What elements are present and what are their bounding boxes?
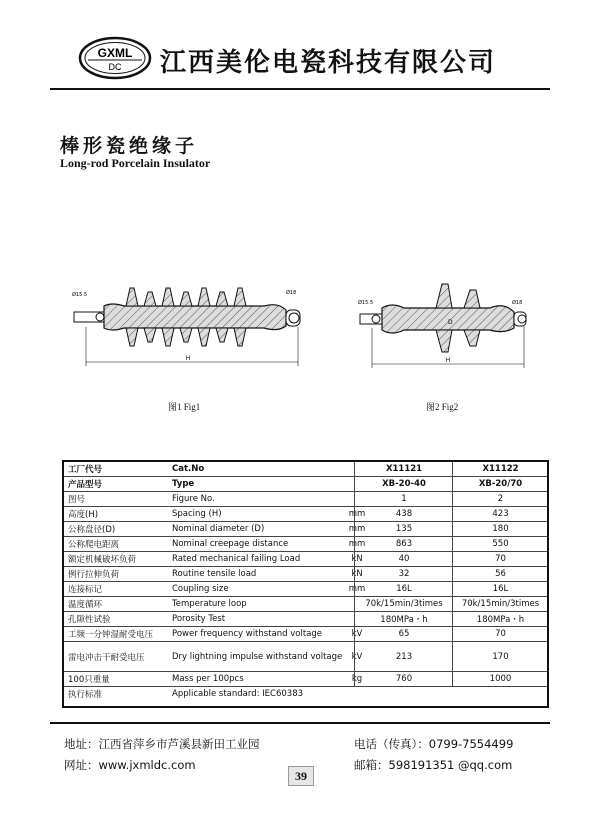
cell-label-cn: 工厂代号 (68, 465, 103, 475)
cell-value-x11121: 70k/15min/3times (354, 597, 453, 611)
fig1-left-diameter: Ø15.5 (72, 292, 88, 298)
cell-value-x11121: 760 (354, 672, 453, 686)
table-row (64, 477, 547, 492)
cell-value-x11122: 70 (452, 552, 548, 566)
cell-label-cn: 连接标记 (68, 585, 103, 595)
footer-address: 地址：江西省萍乡市芦溪县新田工业园 (64, 737, 260, 751)
cell-value-x11121: 438 (354, 507, 453, 521)
cell-label-en: Porosity Test (172, 614, 226, 624)
figure-2-drawing (352, 282, 542, 378)
fig2-right-diameter: Ø18 (512, 300, 523, 306)
table-row (64, 507, 547, 522)
table-row (64, 612, 547, 627)
cell-value-x11121: 16L (354, 582, 453, 596)
cell-value-x11122: X11122 (452, 462, 548, 476)
cell-value-x11122: 16L (452, 582, 548, 596)
figure-2-caption: 图2 Fig2 (426, 402, 459, 412)
product-title-cn: 棒形瓷绝缘子 (60, 135, 199, 157)
fig2-d-label: D (448, 319, 453, 326)
cell-unit: mm (348, 584, 366, 594)
cell-value-x11121: 32 (354, 567, 453, 581)
cell-value-x11122: 180 (452, 522, 548, 536)
logo-text-top: GXML (97, 46, 133, 60)
cell-label-en: Temperature loop (172, 599, 247, 609)
cell-unit: mm (348, 509, 366, 519)
table-row (64, 687, 547, 700)
cell-value-x11122: 2 (452, 492, 548, 506)
cell-label-en: Applicable standard: IEC60383 (172, 688, 304, 699)
cell-label-cn: 高度(H) (68, 510, 99, 520)
cell-label-en: Cat.No (172, 464, 205, 474)
cell-label-en: Type (172, 479, 195, 489)
figure-1-drawing (64, 282, 314, 378)
cell-value-x11122: 70k/15min/3times (452, 597, 548, 611)
cell-label-cn: 例行拉伸负荷 (68, 570, 120, 580)
cell-label-en: Figure No. (172, 494, 215, 504)
cell-unit: kV (351, 651, 363, 662)
table-row (64, 627, 547, 642)
cell-label-cn: 图号 (68, 495, 86, 505)
cell-label-en: Nominal creepage distance (172, 539, 289, 549)
cell-value-x11121: 135 (354, 522, 453, 536)
cell-value-x11121: X11121 (354, 462, 453, 476)
fig2-h-label: H (445, 357, 451, 364)
spec-table (62, 460, 549, 708)
table-row (64, 492, 547, 507)
cell-value-x11121: 863 (354, 537, 453, 551)
cell-value-x11122: XB-20/70 (452, 477, 548, 491)
fig1-h-label: H (185, 355, 191, 362)
cell-label-cn: 产品型号 (68, 480, 103, 490)
footer-website: 网址：www.jxmldc.com (64, 758, 196, 772)
cell-unit: kN (351, 554, 363, 564)
cell-value-x11122: 550 (452, 537, 548, 551)
cell-label-en: Coupling size (172, 584, 229, 594)
table-row (64, 552, 547, 567)
cell-unit: kV (351, 629, 363, 639)
cell-value-x11121: 1 (354, 492, 453, 506)
cell-label-en: Spacing (H) (172, 509, 222, 519)
cell-unit: mm (348, 524, 366, 534)
cell-label-en: Routine tensile load (172, 569, 257, 579)
table-row (64, 462, 547, 477)
figure-1-caption: 图1 Fig1 (168, 402, 201, 412)
cell-unit: kg (351, 674, 363, 684)
cell-label-cn: 100只重量 (68, 675, 110, 685)
cell-label-en: Rated mechanical failing Load (172, 554, 301, 564)
footer-divider (50, 722, 550, 724)
cell-label-en: Dry lightning impulse withstand voltage (172, 651, 343, 662)
fig1-right-diameter: Ø18 (286, 290, 297, 296)
cell-unit: mm (348, 539, 366, 549)
fig2-left-diameter: Ø15.5 (358, 300, 374, 306)
cell-value-x11122: 180MPa・h (452, 612, 548, 626)
page-number: 39 (288, 766, 314, 786)
header-divider (50, 88, 550, 90)
cell-label-cn: 执行标准 (68, 689, 103, 700)
cell-value-x11121: 40 (354, 552, 453, 566)
cell-label-cn: 孔隙性试验 (68, 615, 111, 625)
cell-label-cn: 温度循环 (68, 600, 103, 610)
product-title-en: Long-rod Porcelain Insulator (60, 156, 211, 170)
cell-value-x11122: 56 (452, 567, 548, 581)
cell-unit: kN (351, 569, 363, 579)
logo-text-bottom: DC (108, 62, 122, 72)
company-logo (78, 36, 152, 80)
table-row (64, 582, 547, 597)
table-row (64, 672, 547, 687)
cell-value-x11121: 180MPa・h (354, 612, 453, 626)
table-row (64, 567, 547, 582)
table-row (64, 597, 547, 612)
cell-label-en: Power frequency withstand voltage (172, 629, 322, 639)
footer-email: 邮箱：598191351 @qq.com (354, 758, 513, 772)
cell-label-cn: 雷电冲击干耐受电压 (68, 652, 145, 663)
cell-value-x11122: 423 (452, 507, 548, 521)
footer-phone: 电话（传真）：0799-7554499 (354, 737, 514, 751)
cell-value-x11122: 70 (452, 627, 548, 641)
table-row (64, 522, 547, 537)
cell-value-x11121: 213 (354, 642, 453, 671)
cell-value-x11122: 1000 (452, 672, 548, 686)
cell-label-cn: 公称盘径(D) (68, 525, 116, 535)
cell-value-x11121: 65 (354, 627, 453, 641)
cell-label-cn: 公称爬电距离 (68, 540, 120, 550)
cell-value-x11122: 170 (452, 642, 548, 671)
cell-label-cn: 工频一分钟湿耐受电压 (68, 630, 154, 640)
company-name: 江西美伦电瓷科技有限公司 (160, 48, 497, 78)
cell-label-en: Mass per 100pcs (172, 674, 244, 684)
cell-label-cn: 额定机械破坏负荷 (68, 555, 137, 565)
cell-value-x11121: XB-20-40 (354, 477, 453, 491)
table-row (64, 537, 547, 552)
cell-label-en: Nominal diameter (D) (172, 524, 265, 534)
table-row (64, 642, 547, 672)
